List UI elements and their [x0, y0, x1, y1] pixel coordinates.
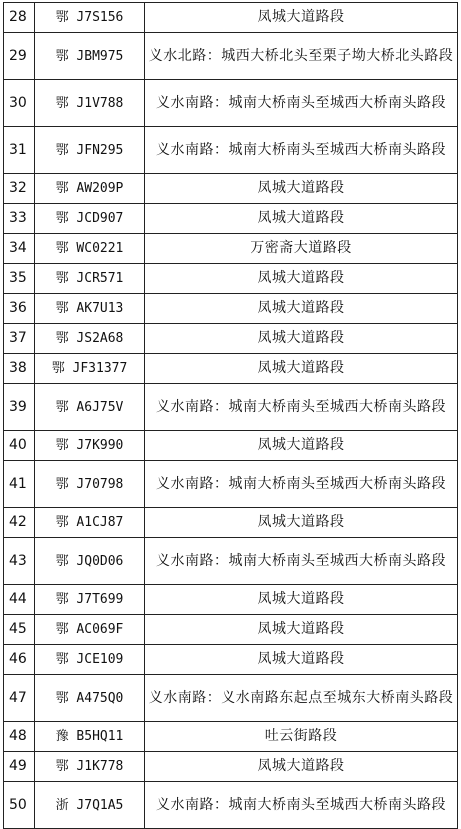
violation-location: 义水南路：城南大桥南头至城西大桥南头路段	[145, 538, 458, 585]
plate-number: 鄂 J70798	[35, 461, 145, 508]
row-number: 35	[4, 264, 35, 294]
row-number: 43	[4, 538, 35, 585]
row-number: 47	[4, 675, 35, 722]
row-number: 42	[4, 508, 35, 538]
violation-location: 义水南路：城南大桥南头至城西大桥南头路段	[145, 461, 458, 508]
plate-number: 鄂 AC069F	[35, 615, 145, 645]
plate-number: 鄂 JQ0D06	[35, 538, 145, 585]
row-number: 40	[4, 431, 35, 461]
row-number: 31	[4, 127, 35, 174]
plate-number: 浙 J7Q1A5	[35, 782, 145, 829]
violation-table-body	[4, 3, 458, 829]
table-row	[4, 264, 458, 294]
table-row	[4, 538, 458, 585]
violation-location: 凤城大道路段	[145, 508, 458, 538]
plate-number: 鄂 J1V788	[35, 80, 145, 127]
table-row	[4, 752, 458, 782]
plate-number: 鄂 JCR571	[35, 264, 145, 294]
table-row	[4, 645, 458, 675]
table-row	[4, 234, 458, 264]
table-row	[4, 3, 458, 33]
plate-number: 鄂 J7T699	[35, 585, 145, 615]
plate-number: 鄂 J7K990	[35, 431, 145, 461]
violation-table	[3, 2, 458, 829]
row-number: 46	[4, 645, 35, 675]
table-row	[4, 384, 458, 431]
row-number: 29	[4, 33, 35, 80]
plate-number: 鄂 J7S156	[35, 3, 145, 33]
row-number: 32	[4, 174, 35, 204]
row-number: 39	[4, 384, 35, 431]
violation-location: 凤城大道路段	[145, 585, 458, 615]
table-row	[4, 722, 458, 752]
table-row	[4, 127, 458, 174]
violation-location: 吐云街路段	[145, 722, 458, 752]
row-number: 36	[4, 294, 35, 324]
violation-location: 凤城大道路段	[145, 431, 458, 461]
plate-number: 鄂 AW209P	[35, 174, 145, 204]
table-row	[4, 80, 458, 127]
table-row	[4, 675, 458, 722]
violation-location: 凤城大道路段	[145, 615, 458, 645]
table-row	[4, 782, 458, 829]
violation-location: 凤城大道路段	[145, 204, 458, 234]
plate-number: 鄂 A1CJ87	[35, 508, 145, 538]
row-number: 38	[4, 354, 35, 384]
plate-number: 鄂 JF31377	[35, 354, 145, 384]
table-row	[4, 461, 458, 508]
violation-location: 凤城大道路段	[145, 354, 458, 384]
row-number: 44	[4, 585, 35, 615]
violation-location: 凤城大道路段	[145, 174, 458, 204]
table-row	[4, 324, 458, 354]
row-number: 33	[4, 204, 35, 234]
row-number: 37	[4, 324, 35, 354]
plate-number: 鄂 JCE109	[35, 645, 145, 675]
table-row	[4, 204, 458, 234]
violation-location: 义水北路：城西大桥北头至栗子坳大桥北头路段	[145, 33, 458, 80]
violation-location: 凤城大道路段	[145, 324, 458, 354]
violation-location: 凤城大道路段	[145, 3, 458, 33]
row-number: 30	[4, 80, 35, 127]
row-number: 48	[4, 722, 35, 752]
table-row	[4, 33, 458, 80]
table-row	[4, 585, 458, 615]
plate-number: 鄂 A475Q0	[35, 675, 145, 722]
violation-location: 义水南路：城南大桥南头至城西大桥南头路段	[145, 127, 458, 174]
row-number: 34	[4, 234, 35, 264]
violation-location: 凤城大道路段	[145, 264, 458, 294]
table-row	[4, 431, 458, 461]
row-number: 41	[4, 461, 35, 508]
plate-number: 鄂 WC0221	[35, 234, 145, 264]
plate-number: 鄂 A6J75V	[35, 384, 145, 431]
plate-number: 豫 B5HQ11	[35, 722, 145, 752]
row-number: 45	[4, 615, 35, 645]
violation-location: 万密斋大道路段	[145, 234, 458, 264]
plate-number: 鄂 JCD907	[35, 204, 145, 234]
plate-number: 鄂 AK7U13	[35, 294, 145, 324]
violation-location: 凤城大道路段	[145, 752, 458, 782]
table-row	[4, 508, 458, 538]
row-number: 28	[4, 3, 35, 33]
plate-number: 鄂 JS2A68	[35, 324, 145, 354]
row-number: 50	[4, 782, 35, 829]
violation-location: 凤城大道路段	[145, 645, 458, 675]
table-row	[4, 354, 458, 384]
plate-number: 鄂 JFN295	[35, 127, 145, 174]
violation-location: 凤城大道路段	[145, 294, 458, 324]
violation-location: 义水南路：城南大桥南头至城西大桥南头路段	[145, 782, 458, 829]
plate-number: 鄂 JBM975	[35, 33, 145, 80]
violation-location: 义水南路：城南大桥南头至城西大桥南头路段	[145, 80, 458, 127]
violation-location: 义水南路：义水南路东起点至城东大桥南头路段	[145, 675, 458, 722]
table-row	[4, 294, 458, 324]
table-row	[4, 174, 458, 204]
table-row	[4, 615, 458, 645]
row-number: 49	[4, 752, 35, 782]
plate-number: 鄂 J1K778	[35, 752, 145, 782]
violation-location: 义水南路：城南大桥南头至城西大桥南头路段	[145, 384, 458, 431]
